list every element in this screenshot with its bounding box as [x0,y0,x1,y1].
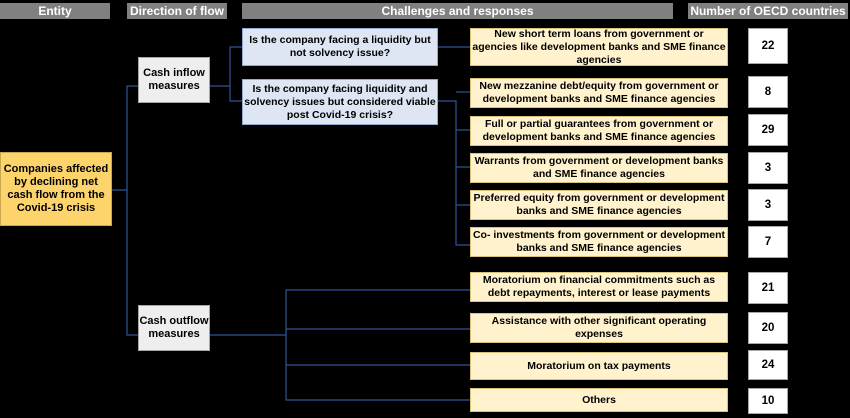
response-warrants: Warrants from government or development banks and SME finance agencies [470,153,728,183]
response-moratorium-financial: Moratorium on financial commitments such as debt repayments, interest or lease payments [470,272,728,302]
count-operating-expenses: 20 [748,312,788,344]
header-entity: Entity [0,3,110,19]
response-mezzanine: New mezzanine debt/equity from government or development banks and SME finance agencies [470,78,728,108]
question-liquidity-solvency: Is the company facing liquidity and solvency issues but considered viable post Covid-19 crisis? [242,79,438,125]
count-mezzanine: 8 [748,76,788,108]
header-direction-of-flow: Direction of flow [127,3,227,19]
count-short-term-loans: 22 [748,28,788,64]
count-preferred-equity: 3 [748,189,788,221]
connector-entity-inflow [112,86,138,190]
connector-entity-outflow [127,190,138,335]
response-others: Others [470,388,728,412]
header-challenges-and-responses: Challenges and responses [242,3,673,19]
response-tax-moratorium: Moratorium on tax payments [470,352,728,380]
count-guarantees: 29 [748,114,788,146]
question-liquidity: Is the company facing a liquidity but not solvency issue? [242,28,438,66]
connector-outflow-trunk [210,290,470,335]
count-co-investments: 7 [748,226,788,258]
count-moratorium-financial: 21 [748,272,788,304]
response-guarantees: Full or partial guarantees from government or development banks and SME finance agencies [470,116,728,146]
cash-inflow-box: Cash inflow measures [138,57,210,103]
response-short-term-loans: New short term loans from government or agencies like development banks and SME finance agencies [470,28,728,66]
connector-q2-trunk [438,101,470,245]
count-warrants: 3 [748,152,788,184]
cash-outflow-box: Cash outflow measures [138,305,210,351]
response-preferred-equity: Preferred equity from government or development banks and SME finance agencies [470,190,728,220]
entity-box: Companies affected by declining net cash flow from the Covid-19 crisis [0,152,112,226]
connector-inflow-q2 [230,86,242,101]
response-co-investments: Co- investments from government or development banks and SME finance agencies [470,227,728,257]
count-others: 10 [748,388,788,414]
count-tax-moratorium: 24 [748,350,788,380]
connector-inflow-q1 [210,47,242,86]
header-number-of-countries: Number of OECD countries [688,3,848,19]
response-operating-expenses: Assistance with other significant operating expenses [470,313,728,343]
